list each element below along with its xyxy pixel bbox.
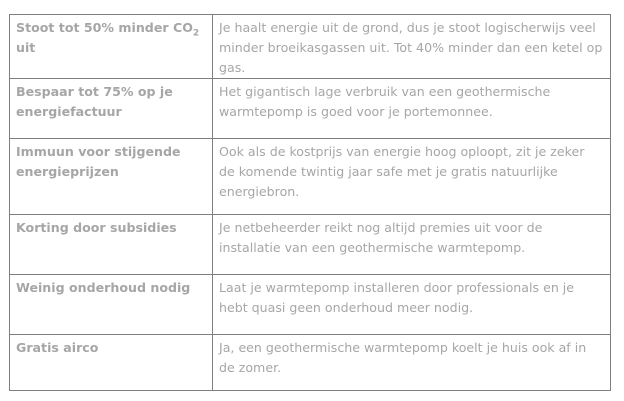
row-label-cell [10, 139, 213, 215]
row-label-subscript: 2 [192, 28, 200, 39]
row-label-cell [10, 15, 213, 79]
row-description: Je netbeheerder reikt nog altijd premies uit voor de installatie van een geothermische warmtepomp. [219, 220, 543, 255]
row-description-cell [213, 275, 611, 335]
row-label-cell [10, 275, 213, 335]
table-row [10, 15, 611, 79]
table-row [10, 335, 611, 391]
benefits-table [9, 14, 611, 391]
row-label: Korting door subsidies [16, 220, 177, 235]
table-row [10, 79, 611, 139]
row-label-cell [10, 335, 213, 391]
row-description-cell [213, 139, 611, 215]
row-description-cell [213, 15, 611, 79]
row-label: Immuun voor stijgende energieprijzen [16, 144, 181, 179]
row-description-cell [213, 79, 611, 139]
row-label-cell [10, 215, 213, 275]
table-row [10, 275, 611, 335]
row-label: Stoot tot 50% minder CO [16, 20, 193, 35]
row-label: Gratis airco [16, 340, 99, 355]
row-label-cell [10, 79, 213, 139]
table-row [10, 215, 611, 275]
row-description: Ja, een geothermische warmtepomp koelt je huis ook af in de zomer. [219, 340, 587, 375]
table-row [10, 139, 611, 215]
row-description: Het gigantisch lage verbruik van een geothermische warmtepomp is goed voor je portemonnee. [219, 84, 551, 119]
row-label: Bespaar tot 75% op je energiefactuur [16, 84, 173, 119]
row-description: Laat je warmtepomp installeren door professionals en je hebt quasi geen onderhoud meer nodig. [219, 280, 575, 315]
row-description-cell [213, 215, 611, 275]
row-description-cell [213, 335, 611, 391]
row-description: Je haalt energie uit de grond, dus je stoot logischerwijs veel minder broeikasgassen uit. Tot 40% minder dan een ketel op gas. [219, 20, 603, 75]
row-description: Ook als de kostprijs van energie hoog oploopt, zit je zeker de komende twintig jaar safe met je gratis natuurlijke energiebron. [219, 144, 585, 199]
row-label-rest: uit [16, 40, 36, 55]
row-label: Weinig onderhoud nodig [16, 280, 191, 295]
